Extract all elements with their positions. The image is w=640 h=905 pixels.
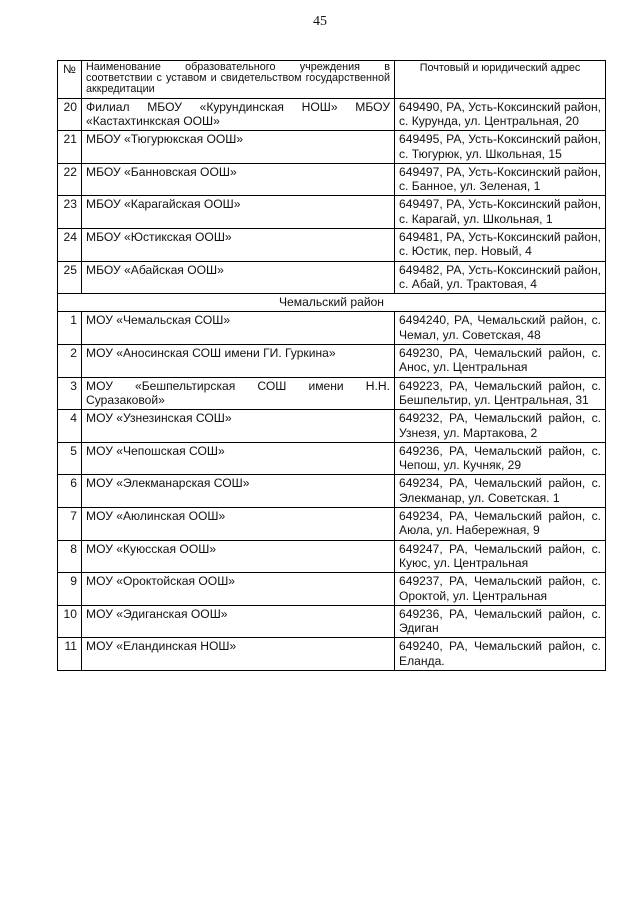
row-number: 2 [58,345,82,378]
row-number: 10 [58,605,82,638]
row-number: 6 [58,475,82,508]
table-row [58,228,606,261]
school-address: 649236, РА, Чемальский район, с. Чепош, ул. Кучняк, 29 [395,442,606,475]
school-address: 6494240, РА, Чемальский район, с. Чемал, ул. Советская, 48 [395,312,606,345]
school-address: 649234, РА, Чемальский район, с. Элекманар, ул. Советская. 1 [395,475,606,508]
table-row [58,410,606,443]
school-address: 649232, РА, Чемальский район, с. Узнезя, ул. Мартакова, 2 [395,410,606,443]
table-row [58,475,606,508]
school-address: 649236, РА, Чемальский район, с. Эдиган [395,605,606,638]
row-number: 22 [58,163,82,196]
school-name: МБОУ «Тюгурюкская ООШ» [82,131,395,164]
row-number: 1 [58,312,82,345]
school-address: 649223, РА, Чемальский район, с. Бешпельтир, ул. Центральная, 31 [395,377,606,410]
table-row [58,196,606,229]
school-address: 649247, РА, Чемальский район, с. Куюс, ул. Центральная [395,540,606,573]
table-row [58,638,606,671]
table-row [58,377,606,410]
school-name: МОУ «Аюлинская ООШ» [82,508,395,541]
school-name: МОУ «Узнезинская СОШ» [82,410,395,443]
table-row [58,605,606,638]
school-address: 649234, РА, Чемальский район, с. Аюла, ул. Набережная, 9 [395,508,606,541]
table-row [58,261,606,294]
school-address: 649237, РА, Чемальский район, с. Ороктой, ул. Центральная [395,573,606,606]
table-header-row [58,61,606,99]
school-name: МОУ «Чемальская СОШ» [82,312,395,345]
table-row [58,573,606,606]
table-row [58,312,606,345]
school-name: МОУ «Бешпельтирская СОШ имени Н.Н. Суразаковой» [82,377,395,410]
header-number: № [58,61,82,99]
section-header-row [58,294,606,312]
table-row [58,540,606,573]
row-number: 20 [58,98,82,131]
school-name: МБОУ «Юстикская ООШ» [82,228,395,261]
row-number: 3 [58,377,82,410]
row-number: 21 [58,131,82,164]
row-number: 8 [58,540,82,573]
school-address: 649240, РА, Чемальский район, с. Еланда. [395,638,606,671]
row-number: 25 [58,261,82,294]
row-number: 24 [58,228,82,261]
school-name: МОУ «Чепошская СОШ» [82,442,395,475]
table-body-part1 [58,98,606,294]
school-name: МОУ «Аносинская СОШ имени ГИ. Гуркина» [82,345,395,378]
row-number: 11 [58,638,82,671]
school-name: МБОУ «Карагайская ООШ» [82,196,395,229]
table-row [58,131,606,164]
school-address: 649482, РА, Усть-Коксинский район, с. Абай, ул. Трактовая, 4 [395,261,606,294]
school-name: МБОУ «Банновская ООШ» [82,163,395,196]
page-number: 45 [313,14,327,29]
school-name: МОУ «Еландинская НОШ» [82,638,395,671]
table-row [58,442,606,475]
row-number: 7 [58,508,82,541]
school-address: 649495, РА, Усть-Коксинский район, с. Тюгурюк, ул. Школьная, 15 [395,131,606,164]
school-name: МОУ «Ороктойская ООШ» [82,573,395,606]
header-name: Наименование образовательного учреждения в соответствии с уставом и свидетельством государственной аккредитации [82,61,395,99]
school-name: МОУ «Эдиганская ООШ» [82,605,395,638]
row-number: 4 [58,410,82,443]
schools-table [57,60,606,671]
school-address: 649497, РА, Усть-Коксинский район, с. Банное, ул. Зеленая, 1 [395,163,606,196]
school-address: 649497, РА, Усть-Коксинский район, с. Карагай, ул. Школьная, 1 [395,196,606,229]
school-name: МБОУ «Абайская ООШ» [82,261,395,294]
row-number: 23 [58,196,82,229]
table-row [58,163,606,196]
row-number: 9 [58,573,82,606]
table-row [58,508,606,541]
header-address: Почтовый и юридический адрес [395,61,606,99]
table-row [58,345,606,378]
table-body-part2 [58,312,606,671]
school-address: 649481, РА, Усть-Коксинский район, с. Юстик, пер. Новый, 4 [395,228,606,261]
school-name: МОУ «Элекманарская СОШ» [82,475,395,508]
school-name: МОУ «Куюсская ООШ» [82,540,395,573]
table-row [58,98,606,131]
school-name: Филиал МБОУ «Курундинская НОШ» МБОУ «Кастахтинкская ООШ» [82,98,395,131]
row-number: 5 [58,442,82,475]
school-address: 649490, РА, Усть-Коксинский район, с. Курунда, ул. Центральная, 20 [395,98,606,131]
section-title: Чемальский район [58,294,606,312]
school-address: 649230, РА, Чемальский район, с. Анос, ул. Центральная [395,345,606,378]
